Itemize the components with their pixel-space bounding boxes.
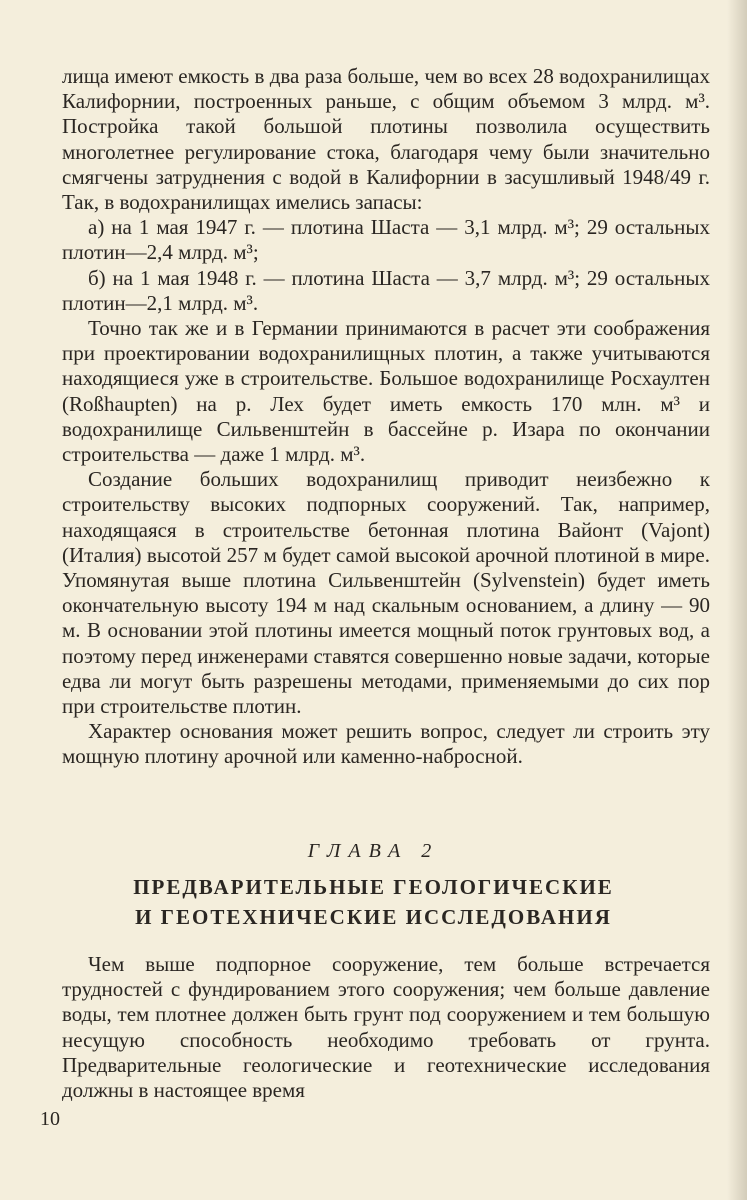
paragraph-3: б) на 1 мая 1948 г. — плотина Шаста — 3,7 млрд. м³; 29 остальных плотин—2,1 млрд. м³. — [62, 265, 710, 315]
paragraph-6: Характер основания может решить вопрос, следует ли строить эту мощную плотину арочной или каменно-набросной. — [62, 719, 710, 769]
chapter-body-text — [62, 952, 710, 1103]
paragraph-1: лища имеют емкость в два раза больше, чем во всех 28 водохранилищах Калифорнии, построенных раньше, с общим объемом 3 млрд. м³. Постройка такой большой плотины позволила осуществить многолетнее регулирование стока, благодаря чему были значительно смягчены затруднения с водой в Калифорнии в засушливый 1948/49 г. Так, в водохранилищах имелись запасы: — [62, 64, 710, 215]
chapter-title-line-2: И ГЕОТЕХНИЧЕСКИЕ ИССЛЕДОВАНИЯ — [135, 905, 612, 929]
page-number: 10 — [40, 1108, 60, 1130]
paragraph-2: а) на 1 мая 1947 г. — плотина Шаста — 3,1 млрд. м³; 29 остальных плотин—2,4 млрд. м³; — [62, 215, 710, 265]
chapter-label: ГЛАВА 2 — [307, 840, 440, 862]
chapter-title-line-1: ПРЕДВАРИТЕЛЬНЫЕ ГЕОЛОГИЧЕСКИЕ — [133, 875, 614, 899]
paragraph-5: Создание больших водохранилищ приводит неизбежно к строительству высоких подпорных сооружений. Так, например, находящаяся в строительстве бетонная плотина Вайонт (Vajont) (Италия) высотой 257 м будет самой высокой арочной плотиной в мире. Упомянутая выше плотина Сильвенштейн (Sylvenstein) будет иметь окончательную высоту 194 м над скальным основанием, а длину — 90 м. В основании этой плотины имеется мощный поток грунтовых вод, а поэтому перед инженерами ставятся совершенно новые задачи, которые едва ли могут быть разрешены методами, применяемыми до сих пор при строительстве плотин. — [62, 467, 710, 719]
paragraph-4: Точно так же и в Германии принимаются в расчет эти соображения при проектировании водохранилищных плотин, а также учитываются находящиеся уже в строительстве. Большое водохранилище Росхаултен (Roßhaupten) на р. Лех будет иметь емкость 170 млн. м³ и водохранилище Сильвенштейн в бассейне р. Изара по окончании строительства — даже 1 млрд. м³. — [62, 316, 710, 467]
chapter-title — [0, 872, 747, 932]
page-edge-shadow — [727, 0, 747, 1200]
chapter-paragraph-1: Чем выше подпорное сооружение, тем больше встречается трудностей с фундированием этого сооружения; чем больше давление воды, тем плотнее должен быть грунт под сооружением и тем большую несущую способность необходимо требовать от грунта. Предварительные геологические и геотехнические исследования должны в настоящее время — [62, 952, 710, 1103]
body-text — [62, 64, 710, 770]
